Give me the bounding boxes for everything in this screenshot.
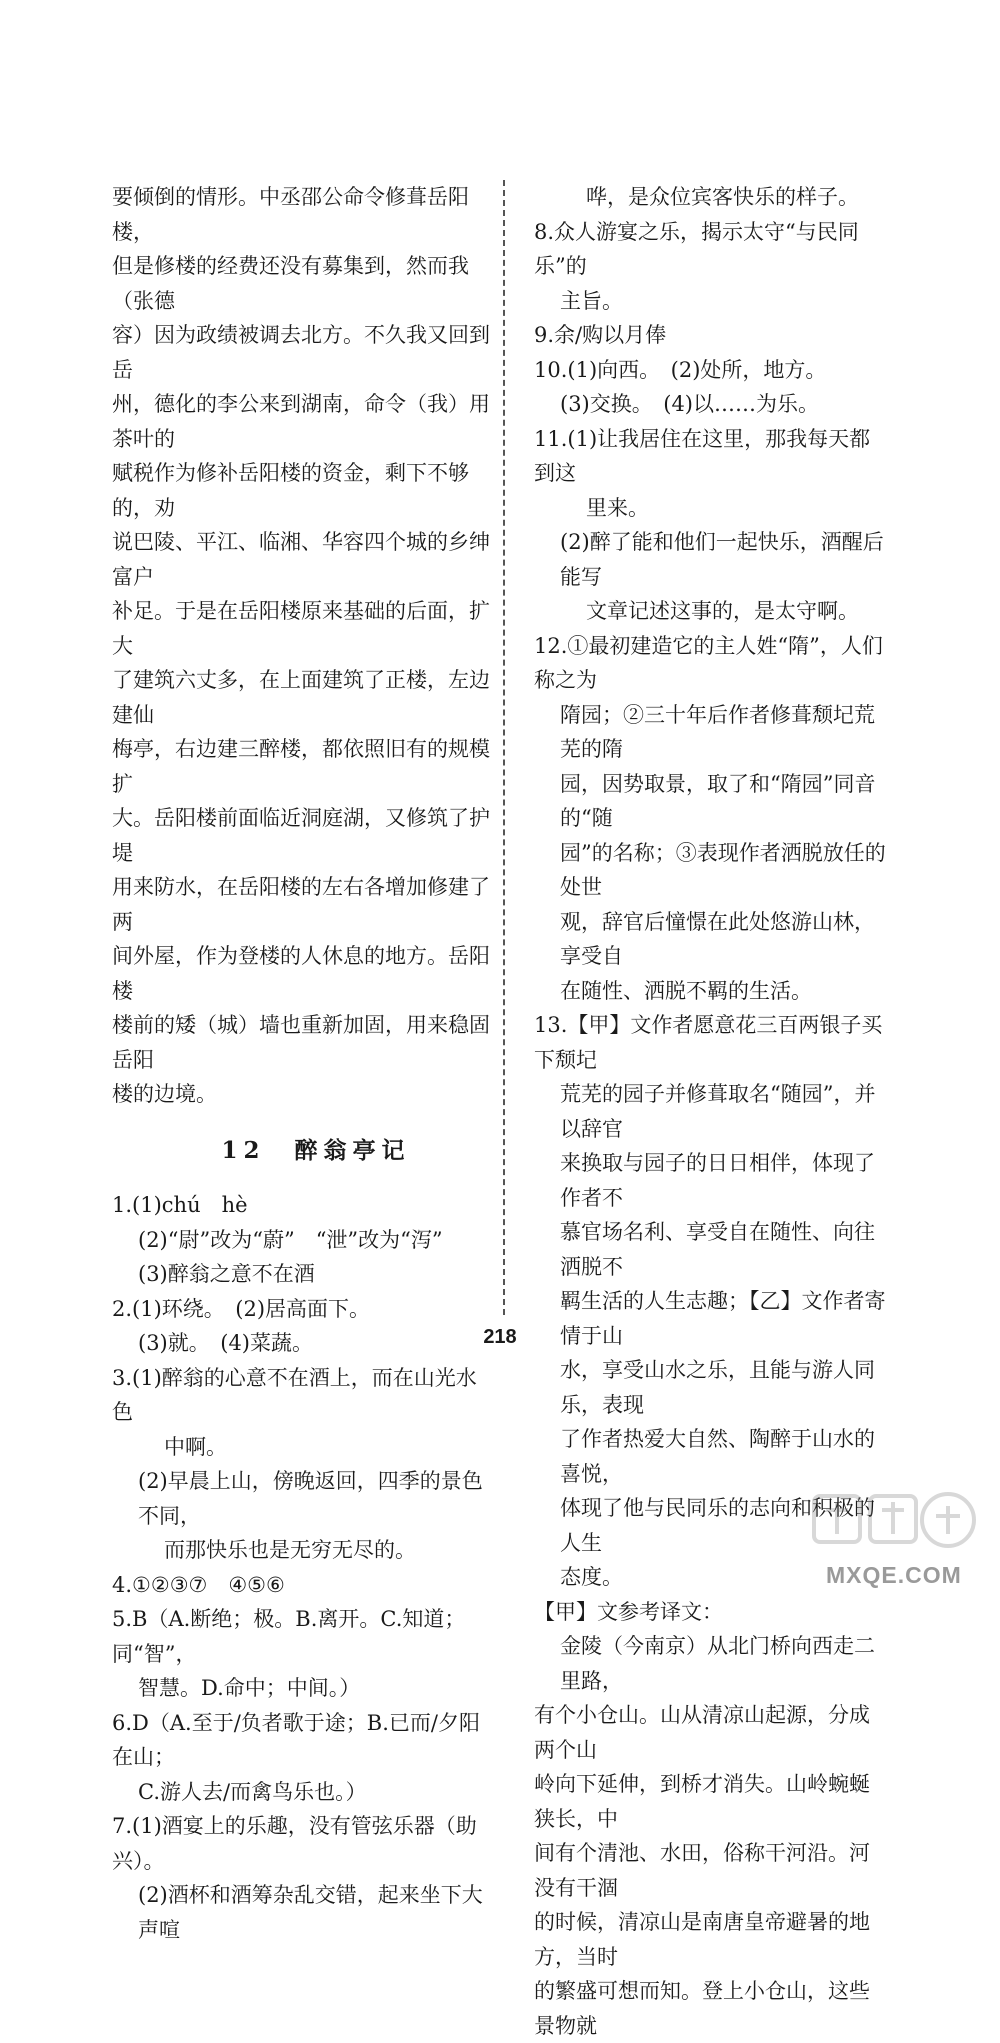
text-line: 州，德化的李公来到湖南，命令（我）用茶叶的 [112, 392, 490, 451]
left-column [112, 180, 492, 1947]
text-line: (3)交换。 (4)以……为乐。 [560, 392, 819, 416]
text-line: 态度。 [560, 1565, 623, 1589]
answer-list-continued [534, 180, 888, 2043]
text-line: 赋税作为修补岳阳楼的资金，剩下不够的，劝 [112, 461, 469, 520]
text-line: 哗，是众位宾客快乐的样子。 [586, 185, 859, 209]
text-line: 7.(1)酒宴上的乐趣，没有管弦乐器（助兴）。 [112, 1814, 477, 1873]
text-line: 12.①最初建造它的主人姓“隋”，人们称之为 [534, 633, 883, 692]
text-line: 来换取与园子的日日相伴，体现了作者不 [560, 1151, 875, 1210]
text-line: 羁生活的人生志趣；【乙】文作者寄情于山 [560, 1289, 886, 1348]
text-line: (3)醉翁之意不在酒 [138, 1262, 315, 1286]
text-line: 体现了他与民同乐的志向和积极的人生 [560, 1496, 875, 1555]
answer-list [112, 1188, 492, 1947]
text-line: 楼前的矮（城）墙也重新加固，用来稳固岳阳 [112, 1013, 490, 1072]
text-line: 5.B（A.断绝；极。B.离开。C.知道；同“智”， [112, 1607, 466, 1666]
text-line: C.游人去/而禽鸟乐也。） [138, 1779, 367, 1804]
text-line: 而那快乐也是无穷无尽的。 [164, 1538, 416, 1562]
section-title: 12 醉翁亭记 [221, 1136, 411, 1164]
text-line: (2)“尉”改为“蔚” “泄”改为“泻” [138, 1227, 443, 1252]
text-line: 了建筑六丈多，在上面建筑了正楼，左边建仙 [112, 668, 490, 727]
page-number: 218 [483, 1326, 517, 1348]
text-line: 说巴陵、平江、临湘、华容四个城的乡绅富户 [112, 530, 490, 589]
text-line: 容）因为政绩被调去北方。不久我又回到岳 [112, 323, 490, 382]
text-line: 里来。 [586, 495, 649, 520]
column-divider [503, 180, 505, 1315]
text-line: 间有个清池、水田，俗称干河沿。河没有干涸 [534, 1841, 870, 1900]
text-line: 11.(1)让我居住在这里，那我每天都到这 [534, 426, 871, 485]
text-line: 补足。于是在岳阳楼原来基础的后面，扩大 [112, 599, 490, 658]
text-line: 楼的边境。 [112, 1082, 217, 1106]
text-line: 岭向下延伸，到桥才消失。山岭蜿蜒狭长，中 [534, 1772, 870, 1831]
text-line: 观，辞官后憧憬在此处悠游山林，享受自 [560, 909, 875, 968]
text-line: 主旨。 [560, 288, 623, 313]
text-line: 【甲】文参考译文： [534, 1599, 723, 1624]
text-line: 中啊。 [164, 1434, 227, 1459]
text-line: 梅亭，右边建三醉楼，都依照旧有的规模扩 [112, 737, 490, 796]
text-line: 智慧。D.命中；中间。） [138, 1676, 361, 1700]
text-line: 用来防水，在岳阳楼的左右各增加修建了两 [112, 875, 490, 934]
text-line: (2)早晨上山，傍晚返回，四季的景色不同， [138, 1469, 483, 1528]
text-line: 13.【甲】文作者愿意花三百两银子买下颓圮 [534, 1013, 883, 1072]
text-line: 9.余/购以月俸 [534, 323, 667, 347]
text-line: 慕官场名利、享受自在随性、向往洒脱不 [560, 1220, 875, 1279]
text-line: 金陵（今南京）从北门桥向西走二里路， [560, 1634, 875, 1693]
text-line: 但是修楼的经费还没有募集到，然而我（张德 [112, 254, 469, 313]
text-line: 2.(1)环绕。 (2)居高面下。 [112, 1296, 371, 1321]
text-line: 水，享受山水之乐，且能与游人同乐，表现 [560, 1358, 875, 1417]
text-line: 的繁盛可想而知。登上小仓山，这些景物就 [534, 1979, 870, 2038]
text-line: 有个小仓山。山从清凉山起源，分成两个山 [534, 1703, 870, 1762]
text-line: (2)醉了能和他们一起快乐，酒醒后能写 [560, 530, 884, 589]
right-column [534, 180, 888, 2043]
text-line: 隋园；②三十年后作者修葺颓圮荒芜的隋 [560, 702, 875, 761]
text-line: 大。岳阳楼前面临近洞庭湖，又修筑了护堤 [112, 806, 490, 865]
text-line: 10.(1)向西。 (2)处所，地方。 [534, 357, 827, 382]
text-line: 3.(1)醉翁的心意不在酒上，而在山光水色 [112, 1365, 477, 1424]
text-line: (3)就。 (4)菜蔬。 [138, 1331, 313, 1355]
translation-continued [112, 180, 492, 1112]
text-line: 间外屋，作为登楼的人休息的地方。岳阳楼 [112, 944, 490, 1003]
watermark-text: MXQE.COM [826, 1562, 962, 1588]
text-line: 文章记述这事的，是太守啊。 [586, 599, 859, 623]
text-line: 了作者热爱大自然、陶醉于山水的喜悦， [560, 1427, 875, 1486]
text-line: 要倾倒的情形。中丞邵公命令修葺岳阳楼， [112, 185, 469, 244]
text-line: (2)酒杯和酒筹杂乱交错，起来坐下大声喧 [138, 1883, 483, 1942]
text-line: 6.D（A.至于/负者歌于途；B.已而/夕阳在山； [112, 1710, 480, 1769]
text-line: 在随性、洒脱不羁的生活。 [560, 978, 812, 1003]
text-line: 园，因势取景，取了和“隋园”同音的“随 [560, 771, 876, 830]
text-line: 1.(1)chú hè [112, 1193, 248, 1217]
text-line: 8.众人游宴之乐，揭示太守“与民同乐”的 [534, 219, 859, 278]
text-line: 荒芜的园子并修葺取名“随园”，并以辞官 [560, 1082, 876, 1141]
text-line: 4.①②③⑦ ④⑤⑥ [112, 1572, 285, 1597]
text-line: 的时候，清凉山是南唐皇帝避暑的地方，当时 [534, 1910, 870, 1969]
text-line: 园”的名称；③表现作者洒脱放任的处世 [560, 840, 886, 899]
